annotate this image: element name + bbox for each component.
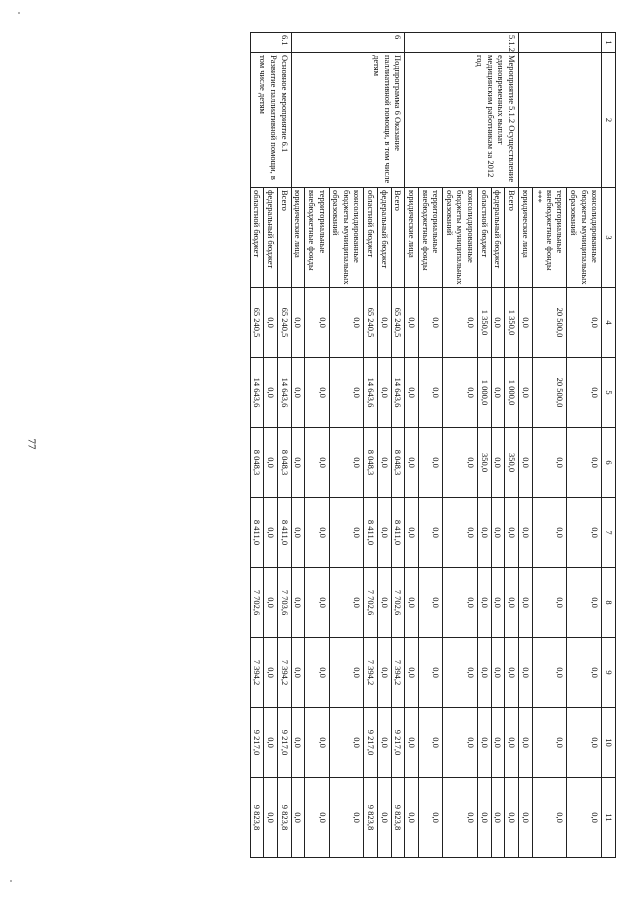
value-cell-col-9: 0,0 [378, 638, 392, 708]
value-cell-col-5: 14 643,6 [364, 358, 378, 428]
value-cell-col-4: 0,0 [405, 288, 419, 358]
value-cell-col-5: 14 643,6 [278, 358, 292, 428]
value-cell-col-8: 7 702,6 [250, 568, 264, 638]
value-cell-col-7: 0,0 [419, 498, 443, 568]
value-cell-col-4: 65 240,5 [250, 288, 264, 358]
value-cell-col-7: 0,0 [329, 498, 364, 568]
value-cell-col-11: 0,0 [419, 778, 443, 858]
value-cell-col-6: 0,0 [329, 428, 364, 498]
value-cell-col-7: 0,0 [264, 498, 278, 568]
value-cell-col-10: 0,0 [532, 708, 567, 778]
value-cell-col-4: 0,0 [291, 288, 305, 358]
table-row [278, 33, 292, 858]
value-cell-col-9: 0,0 [419, 638, 443, 708]
value-cell-col-5: 1 000,0 [505, 358, 519, 428]
value-cell-col-8: 7 703,6 [278, 568, 292, 638]
value-cell-col-10: 0,0 [291, 708, 305, 778]
table-row [505, 33, 519, 858]
value-cell-col-10: 9 217,0 [391, 708, 405, 778]
funding-source: юридические лица [291, 188, 305, 288]
value-cell-col-8: 0,0 [567, 568, 602, 638]
column-header-6: 6 [602, 428, 616, 498]
scan-speck [10, 880, 12, 882]
value-cell-col-9: 0,0 [567, 638, 602, 708]
funding-source: юридические лица [405, 188, 419, 288]
value-cell-col-7: 8 411,0 [278, 498, 292, 568]
value-cell-col-11: 9 823,8 [364, 778, 378, 858]
column-header-3: 3 [602, 188, 616, 288]
funding-source: консолидированные бюджеты муниципальных образований [567, 188, 602, 288]
value-cell-col-9: 7 394,2 [391, 638, 405, 708]
funding-source: Всего [278, 188, 292, 288]
value-cell-col-4: 0,0 [567, 288, 602, 358]
value-cell-col-6: 0,0 [419, 428, 443, 498]
value-cell-col-9: 0,0 [532, 638, 567, 708]
value-cell-col-10: 9 217,0 [250, 708, 264, 778]
funding-source: федеральный бюджет [378, 188, 392, 288]
value-cell-col-6: 350,0 [478, 428, 492, 498]
value-cell-col-7: 0,0 [519, 498, 533, 568]
value-cell-col-10: 0,0 [567, 708, 602, 778]
value-cell-col-8: 0,0 [491, 568, 505, 638]
column-header-2: 2 [602, 53, 616, 188]
value-cell-col-7: 0,0 [532, 498, 567, 568]
value-cell-col-10: 0,0 [405, 708, 419, 778]
value-cell-col-5: 0,0 [491, 358, 505, 428]
value-cell-col-11: 0,0 [405, 778, 419, 858]
value-cell-col-9: 0,0 [519, 638, 533, 708]
column-header-1: 1 [602, 33, 616, 53]
column-header-7: 7 [602, 498, 616, 568]
funding-source: федеральный бюджет [491, 188, 505, 288]
value-cell-col-11: 9 823,8 [250, 778, 264, 858]
value-cell-col-5: 1 000,0 [478, 358, 492, 428]
value-cell-col-10: 9 217,0 [364, 708, 378, 778]
rotated-table-page [86, 32, 616, 857]
column-header-11: 11 [602, 778, 616, 858]
value-cell-col-4: 1 350,0 [505, 288, 519, 358]
value-cell-col-10: 9 217,0 [278, 708, 292, 778]
program-name: Подпрограмма 6 Оказание паллиативной помощи, в том числе детям [291, 53, 405, 188]
value-cell-col-11: 0,0 [505, 778, 519, 858]
value-cell-col-6: 350,0 [505, 428, 519, 498]
value-cell-col-9: 0,0 [443, 638, 478, 708]
value-cell-col-11: 0,0 [443, 778, 478, 858]
value-cell-col-9: 0,0 [405, 638, 419, 708]
funding-source: территориальные внебюджетные фонды [419, 188, 443, 288]
value-cell-col-9: 0,0 [264, 638, 278, 708]
value-cell-col-5: 0,0 [567, 358, 602, 428]
value-cell-col-4: 65 240,5 [364, 288, 378, 358]
value-cell-col-9: 7 394,2 [364, 638, 378, 708]
value-cell-col-11: 0,0 [567, 778, 602, 858]
value-cell-col-5: 0,0 [305, 358, 329, 428]
value-cell-col-4: 0,0 [443, 288, 478, 358]
value-cell-col-4: 0,0 [491, 288, 505, 358]
column-header-10: 10 [602, 708, 616, 778]
value-cell-col-5: 0,0 [329, 358, 364, 428]
value-cell-col-5: 14 643,6 [391, 358, 405, 428]
program-name: Основное мероприятие 6.1 Развитие паллиативной помощи, в том числе детям [250, 53, 291, 188]
value-cell-col-7: 8 411,0 [250, 498, 264, 568]
value-cell-col-4: 20 500,0 [532, 288, 567, 358]
value-cell-col-9: 0,0 [305, 638, 329, 708]
value-cell-col-6: 0,0 [378, 428, 392, 498]
value-cell-col-10: 0,0 [264, 708, 278, 778]
column-header-4: 4 [602, 288, 616, 358]
value-cell-col-6: 0,0 [443, 428, 478, 498]
scan-speck [18, 12, 20, 14]
value-cell-col-6: 8 048,3 [364, 428, 378, 498]
value-cell-col-8: 0,0 [532, 568, 567, 638]
value-cell-col-10: 0,0 [305, 708, 329, 778]
value-cell-col-4: 1 350,0 [478, 288, 492, 358]
value-cell-col-7: 8 411,0 [364, 498, 378, 568]
value-cell-col-6: 0,0 [567, 428, 602, 498]
value-cell-col-10: 0,0 [505, 708, 519, 778]
value-cell-col-4: 65 240,5 [391, 288, 405, 358]
table-body [250, 33, 602, 858]
value-cell-col-6: 0,0 [291, 428, 305, 498]
value-cell-col-10: 0,0 [378, 708, 392, 778]
value-cell-col-9: 0,0 [491, 638, 505, 708]
value-cell-col-10: 0,0 [519, 708, 533, 778]
value-cell-col-4: 65 240,5 [278, 288, 292, 358]
row-code: 6.1 [250, 33, 291, 53]
value-cell-col-4: 0,0 [419, 288, 443, 358]
value-cell-col-11: 0,0 [491, 778, 505, 858]
value-cell-col-10: 0,0 [491, 708, 505, 778]
value-cell-col-4: 0,0 [378, 288, 392, 358]
value-cell-col-9: 0,0 [505, 638, 519, 708]
value-cell-col-6: 0,0 [519, 428, 533, 498]
value-cell-col-8: 0,0 [378, 568, 392, 638]
value-cell-col-8: 7 702,6 [391, 568, 405, 638]
funding-source: территориальные внебюджетные фонды [305, 188, 329, 288]
value-cell-col-8: 0,0 [443, 568, 478, 638]
value-cell-col-9: 0,0 [329, 638, 364, 708]
table-row [391, 33, 405, 858]
funding-source: областной бюджет [250, 188, 264, 288]
value-cell-col-5: 0,0 [378, 358, 392, 428]
value-cell-col-5: 0,0 [443, 358, 478, 428]
program-name [519, 53, 602, 188]
value-cell-col-7: 0,0 [567, 498, 602, 568]
value-cell-col-7: 0,0 [305, 498, 329, 568]
value-cell-col-4: 0,0 [305, 288, 329, 358]
value-cell-col-8: 0,0 [305, 568, 329, 638]
value-cell-col-7: 0,0 [505, 498, 519, 568]
value-cell-col-7: 0,0 [491, 498, 505, 568]
value-cell-col-8: 7 702,6 [364, 568, 378, 638]
value-cell-col-5: 14 643,6 [250, 358, 264, 428]
value-cell-col-9: 0,0 [478, 638, 492, 708]
value-cell-col-11: 0,0 [329, 778, 364, 858]
value-cell-col-8: 0,0 [291, 568, 305, 638]
funding-source: областной бюджет [478, 188, 492, 288]
value-cell-col-5: 20 500,0 [532, 358, 567, 428]
value-cell-col-4: 0,0 [519, 288, 533, 358]
value-cell-col-7: 8 411,0 [391, 498, 405, 568]
value-cell-col-6: 0,0 [532, 428, 567, 498]
value-cell-col-8: 0,0 [478, 568, 492, 638]
value-cell-col-10: 0,0 [443, 708, 478, 778]
funding-source: областной бюджет [364, 188, 378, 288]
value-cell-col-11: 0,0 [264, 778, 278, 858]
value-cell-col-4: 0,0 [264, 288, 278, 358]
value-cell-col-11: 0,0 [532, 778, 567, 858]
page-number: 77 [25, 438, 38, 450]
funding-source: консолидированные бюджеты муниципальных образований [443, 188, 478, 288]
value-cell-col-11: 0,0 [378, 778, 392, 858]
value-cell-col-6: 8 048,3 [278, 428, 292, 498]
value-cell-col-7: 0,0 [291, 498, 305, 568]
value-cell-col-9: 7 394,2 [250, 638, 264, 708]
value-cell-col-7: 0,0 [443, 498, 478, 568]
row-code: 6 [291, 33, 405, 53]
value-cell-col-6: 0,0 [405, 428, 419, 498]
value-cell-col-11: 0,0 [291, 778, 305, 858]
funding-source: Всего [391, 188, 405, 288]
column-header-9: 9 [602, 638, 616, 708]
value-cell-col-6: 8 048,3 [391, 428, 405, 498]
row-code [519, 33, 602, 53]
value-cell-col-9: 7 394,2 [278, 638, 292, 708]
table-row [567, 33, 602, 858]
row-code: 5.1.2 [405, 33, 519, 53]
value-cell-col-5: 0,0 [291, 358, 305, 428]
value-cell-col-9: 0,0 [291, 638, 305, 708]
value-cell-col-8: 0,0 [505, 568, 519, 638]
column-number-header [602, 33, 616, 858]
value-cell-col-10: 0,0 [478, 708, 492, 778]
value-cell-col-11: 9 823,8 [278, 778, 292, 858]
program-name: Мероприятие 5.1.2 Осуществление единовременных выплат медицинским работникам за 2012 год [405, 53, 519, 188]
value-cell-col-10: 0,0 [329, 708, 364, 778]
value-cell-col-8: 0,0 [519, 568, 533, 638]
value-cell-col-11: 0,0 [519, 778, 533, 858]
value-cell-col-6: 0,0 [491, 428, 505, 498]
value-cell-col-6: 0,0 [264, 428, 278, 498]
value-cell-col-11: 9 823,8 [391, 778, 405, 858]
value-cell-col-7: 0,0 [378, 498, 392, 568]
budget-table [250, 32, 616, 858]
funding-source: территориальные внебюджетные фонды *** [532, 188, 567, 288]
funding-source: федеральный бюджет [264, 188, 278, 288]
value-cell-col-5: 0,0 [264, 358, 278, 428]
funding-source: Всего [505, 188, 519, 288]
value-cell-col-5: 0,0 [519, 358, 533, 428]
value-cell-col-5: 0,0 [405, 358, 419, 428]
value-cell-col-7: 0,0 [478, 498, 492, 568]
value-cell-col-8: 0,0 [264, 568, 278, 638]
value-cell-col-4: 0,0 [329, 288, 364, 358]
value-cell-col-5: 0,0 [419, 358, 443, 428]
value-cell-col-8: 0,0 [329, 568, 364, 638]
value-cell-col-6: 0,0 [305, 428, 329, 498]
value-cell-col-11: 0,0 [305, 778, 329, 858]
funding-source: консолидированные бюджеты муниципальных образований [329, 188, 364, 288]
column-header-5: 5 [602, 358, 616, 428]
funding-source: юридические лица [519, 188, 533, 288]
value-cell-col-8: 0,0 [419, 568, 443, 638]
value-cell-col-7: 0,0 [405, 498, 419, 568]
value-cell-col-8: 0,0 [405, 568, 419, 638]
value-cell-col-10: 0,0 [419, 708, 443, 778]
value-cell-col-6: 8 048,3 [250, 428, 264, 498]
column-header-8: 8 [602, 568, 616, 638]
value-cell-col-11: 0,0 [478, 778, 492, 858]
